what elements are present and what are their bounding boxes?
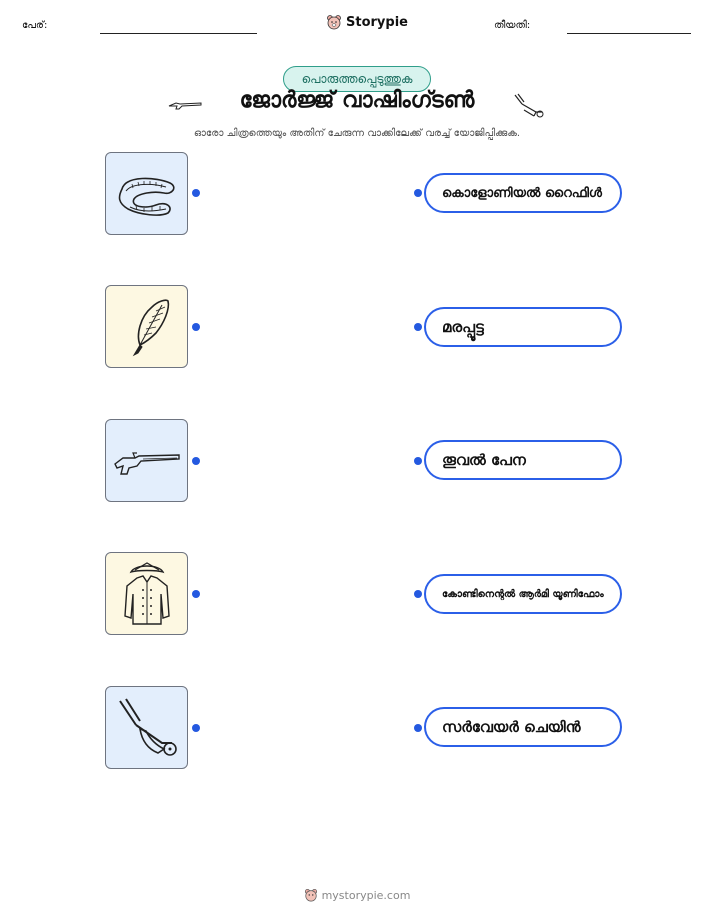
brand-name: Storypie [346,14,408,30]
word-dot-3[interactable] [414,457,422,465]
picture-card-3 [105,419,188,502]
word-dot-1[interactable] [414,189,422,197]
picture-dot-3[interactable] [192,457,200,465]
picture-dot-4[interactable] [192,590,200,598]
musket-rifle-icon [113,446,181,476]
bear-logo-icon [326,14,342,30]
picture-dot-2[interactable] [192,323,200,331]
word-option-1[interactable]: കൊളോണിയൽ റൈഫിൾ [424,173,622,213]
picture-dot-5[interactable] [192,724,200,732]
quill-pen-icon [122,295,172,359]
footer-url[interactable]: mystorypie.com [321,888,411,902]
picture-card-4 [105,552,188,635]
word-dot-4[interactable] [414,590,422,598]
word-option-5[interactable]: സർവേയർ ചെയിൻ [424,707,622,747]
word-option-4[interactable]: കോണ്ടിനെന്റൽ ആർമി യൂണിഫോം [424,574,622,614]
picture-card-5 [105,686,188,769]
plow-icon [114,695,180,761]
footer [0,888,714,902]
word-option-3[interactable]: തൂവൽ പേന [424,440,622,480]
plow-deco-icon [512,92,546,120]
picture-card-2 [105,285,188,368]
page-title: ജോർജ്ജ് വാഷിംഗ്ടൺ [239,88,475,113]
word-dot-5[interactable] [414,724,422,732]
picture-dot-1[interactable] [192,189,200,197]
date-label: തീയതി: [494,20,531,31]
instructions: ഓരോ ചിത്രത്തെയും അതിന് ചേരുന്ന വാക്കിലേക്ക് വരച്ച് യോജിപ്പിക്കുക. [193,128,521,139]
bear-footer-icon [304,888,318,902]
name-label: പേര്: [22,20,48,31]
army-coat-tricorn-icon [119,560,175,628]
activity-tag: പൊരുത്തപ്പെടുത്തുക [283,66,431,92]
word-dot-2[interactable] [414,323,422,331]
date-line[interactable] [567,33,691,34]
measuring-tape-icon [116,169,178,219]
picture-card-1 [105,152,188,235]
brand-logo [326,14,408,30]
word-option-2[interactable]: മരപ്പൂട്ട [424,307,622,347]
name-line[interactable] [100,33,257,34]
